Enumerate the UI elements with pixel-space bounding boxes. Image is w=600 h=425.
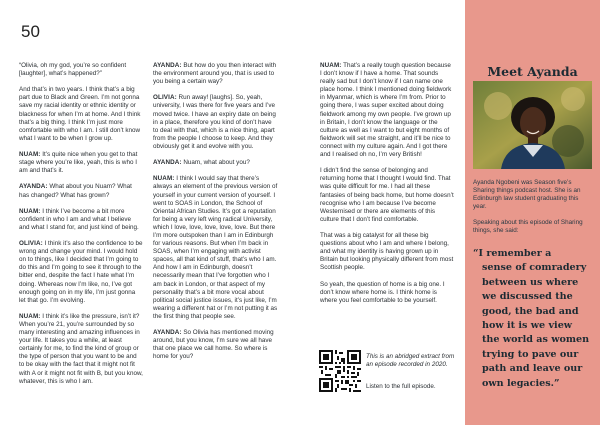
listen-link[interactable]: Listen to the full episode.: [366, 383, 436, 390]
qr-code-icon[interactable]: [319, 350, 361, 392]
transcript-paragraph: [153, 159, 278, 167]
speaker-name: AYANDA:: [153, 329, 182, 337]
transcript-paragraph: [153, 175, 278, 321]
speech-text: What about you Nuam? What has changed? What has grown?: [19, 183, 132, 199]
quote-line: good, the bad and: [482, 305, 579, 317]
speaker-name: NUAM:: [153, 175, 175, 183]
transcript-paragraph: [19, 151, 143, 175]
speaker-name: NUAM:: [320, 62, 342, 69]
sidebar-caption: Ayanda Ngobeni was Season five’s Sharing things podcast host. She is an Edinburgh law student graduating this year.: [473, 179, 581, 211]
speaker-name: NUAM:: [19, 151, 41, 159]
quote-line: between us where: [482, 276, 579, 288]
quote-line: the world as women: [482, 334, 590, 346]
speech-text: And that’s in two years. I think that’s a big part due to Black and Green. I’m not gonna save my racial identity or ethnic identity or blackness for when I’m at home. And I think that’s a big thing. I think I’m just more comfortable with who I am. I still don’t know what I want to be when I grow up.: [19, 86, 141, 142]
profile-sidebar: [465, 0, 600, 425]
transcript-paragraph: [320, 281, 454, 305]
transcript-column-1: [19, 62, 143, 394]
transcript-paragraph: [153, 62, 278, 86]
transcript-paragraph: [19, 313, 143, 386]
speech-text: So Olivia has mentioned moving around, but you know, I’m sure we all have that one place we call home. So where is home for you?: [153, 329, 274, 361]
transcript-paragraph: [153, 94, 278, 151]
abridged-note: This is an abridged extract from an episode recorded in 2020.: [366, 353, 455, 369]
speaker-name: AYANDA:: [153, 62, 182, 69]
speech-text: Run away! [laughs]. So, yeah, university, I was there for five years and I’ve moved twice. I have an expiry date on being in a place, therefore you kind of don’t have to deal with that, which is a nice thing, apart from the people I choose to keep. And they obviously get it and evolve with you.: [153, 94, 276, 150]
quote-line: we discussed the: [482, 291, 573, 303]
speaker-name: AYANDA:: [153, 159, 182, 167]
transcript-paragraph: [320, 167, 454, 224]
transcript-paragraph: [19, 86, 143, 143]
speech-text: It’s quite nice when you get to that stage where you’re like, yeah, this is who I am and that’s it.: [19, 151, 138, 175]
transcript-paragraph: [320, 232, 454, 272]
quote-line: own legacies.”: [482, 377, 560, 389]
transcript-column-3: [320, 62, 454, 313]
quote-line: sense of comradery: [482, 262, 587, 274]
speaker-name: NUAM:: [19, 207, 41, 215]
transcript-paragraph: [19, 183, 143, 199]
speech-text: I think I would say that there’s always an element of the previous version of yourself in your current version of yourself. I went to SOAS in London, the School of Oriental African Studies. It’s got a reputation for being a very left wing radical University, which I love, love, love, love, love. But there I’m more outspoken than I am in Edinburgh for various reasons. But when I’m back in SOAS, when I’m engaging with activist spaces, all that kind of stuff, that’s who I am. And how I am in Edinburgh, doesn’t necessarily mean that I’ve forgotten who I am back in London, or that aspect of my personality that’s a bit more vocal about political social justice issues, it’s just like, I’m wearing a different hat or I’m not putting it as the first thing that people see.: [153, 175, 278, 320]
speech-text: But how do you then interact with the environment around you, that is used to you being a certain way?: [153, 62, 277, 86]
transcript-paragraph: [320, 62, 454, 159]
speech-text: That was a big catalyst for all these big questions about who I am and where I belong, and what my identity is having grown up in Britain but looking physically different from most Scottish people.: [320, 231, 454, 272]
speech-text: So yeah, the question of home is a big one. I don’t know where home is. I think home is where you feel comfortable to be yourself.: [320, 280, 445, 304]
profile-photo: [473, 81, 592, 169]
speech-text: I think it’s like the pressure, isn’t it? When you’re 21, you’re surrounded by so many interesting and amazing influences in your life. It takes you a while, at least certainly for me, to find the kind of group or the type of person that you want to be and to be okay with the fact that it might not fit with A or it might not fit with B, but you know, whatever, this is who I am.: [19, 312, 143, 385]
quote-line: path and leave our: [482, 363, 583, 375]
speech-text: I think it’s also the confidence to be wrong and change your mind. I would hold on to things, like I decided that I’m going to do this and I’m going to see it through to the bitter end, despite the fact I hate what I’m doing. Whereas now I’m like, no, I’ve got enough going on in my life, I’m just gonna let that go. I’m evolving.: [19, 240, 143, 304]
transcript-paragraph: [19, 240, 143, 305]
transcript-paragraph: [19, 208, 143, 232]
quote-line: how it is we view: [482, 320, 573, 332]
speech-text: Nuam, what about you?: [183, 159, 250, 167]
quote-line: trying to pave our: [482, 348, 579, 360]
page-number-left: 50: [21, 22, 40, 41]
sidebar-title: Meet Ayanda: [487, 64, 578, 79]
speaker-name: NUAM:: [19, 312, 41, 320]
transcript-paragraph: [19, 62, 143, 78]
sidebar-intro: Speaking about this episode of Sharing things, she said:: [473, 219, 583, 235]
transcript-paragraph: [153, 329, 278, 361]
speech-text: I didn’t find the sense of belonging and returning home that I thought I would find. That was quite difficult for me. I had all these fantasies of being back home, but home doesn’t recognise who I am because I’ve become Westernised or there are elements of this culture that I don’t find comfortable.: [320, 167, 454, 223]
speech-text: That’s a really tough question because I don’t know if I have a home. That sounds really sad but I don’t know if I can name one place home. I think I mentioned doing fieldwork in Myanmar, which is where I’m from. Prior to going there, I was super excited about doing fieldwork among my own people. I’ve grown up in Britain, I don’t know the language or the culture as well as I want to but eight months of fieldwork will set me straight, and it’ll be nice to connect with my culture again. And I got there and I realised oh no, I’m very British!: [320, 62, 452, 159]
transcript-column-2: [153, 62, 278, 370]
pull-quote: [473, 247, 595, 391]
speaker-name: AYANDA:: [19, 183, 48, 191]
speaker-name: OLIVIA:: [153, 94, 177, 102]
speech-text: “Olivia, oh my god, you’re so confident [laughter], what’s happened?”: [19, 62, 127, 78]
quote-line: “I remember a: [473, 248, 552, 259]
speaker-name: OLIVIA:: [19, 240, 43, 248]
speech-text: I think I’ve become a bit more confident in who I am and what I believe and what I stand for, and just kind of being.: [19, 207, 139, 231]
